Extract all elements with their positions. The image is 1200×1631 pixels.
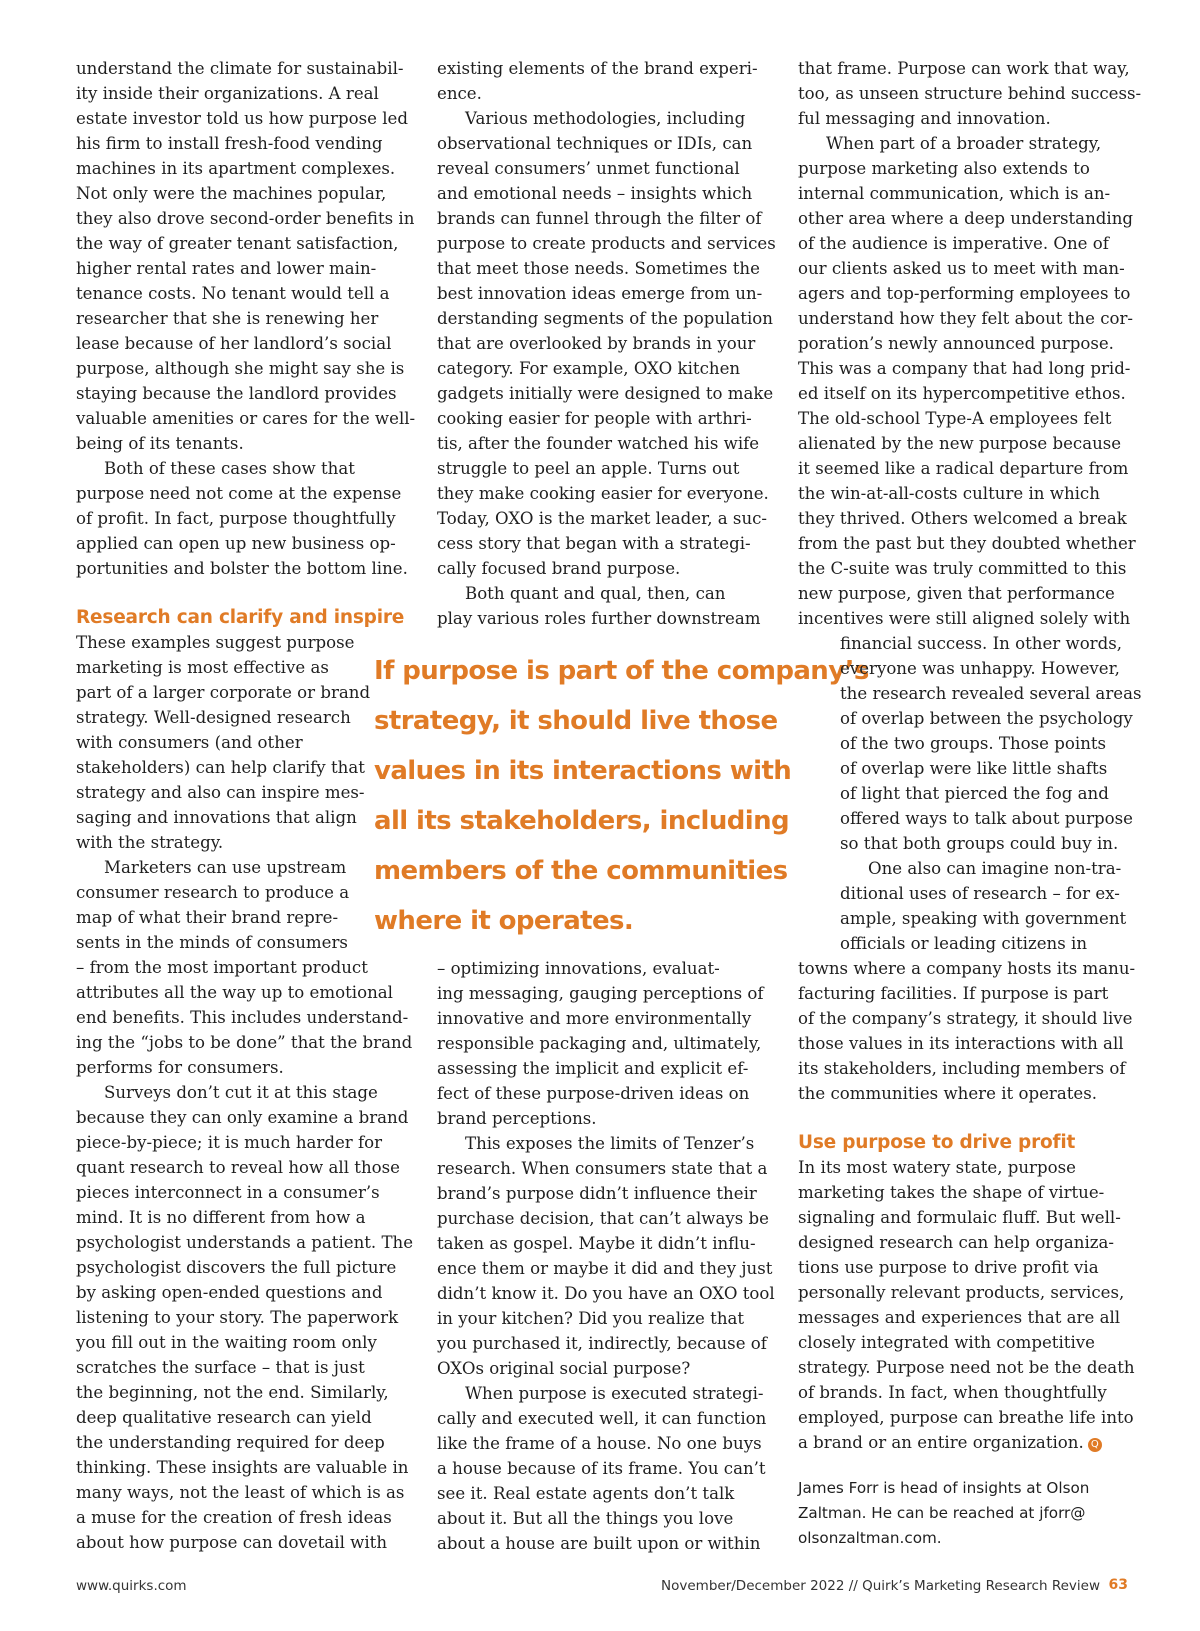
text-line: estate investor told us how purpose led: [76, 109, 408, 128]
text-line: like the frame of a house. No one buys: [437, 1434, 762, 1453]
text-line: about it. But all the things you love: [437, 1509, 734, 1528]
text-line: ample, speaking with government: [840, 909, 1127, 928]
text-line: other area where a deep understanding: [798, 209, 1134, 228]
column-3-final: [798, 1155, 1135, 1455]
text-line: the research revealed several areas: [840, 684, 1142, 703]
text-line: When part of a broader strategy,: [826, 134, 1102, 153]
text-line: and emotional needs – insights which: [437, 184, 753, 203]
text-line: cally focused brand purpose.: [437, 559, 681, 578]
text-line: of the company’s strategy, it should live: [798, 1009, 1133, 1028]
text-line: psychologist understands a patient. The: [76, 1233, 414, 1252]
text-line: members of the communities: [374, 856, 788, 886]
text-line: it seemed like a radical departure from: [798, 459, 1129, 478]
text-line: category. For example, OXO kitchen: [437, 359, 741, 378]
text-line: strategy. Well-designed research: [76, 708, 351, 727]
text-line: part of a larger corporate or brand: [76, 683, 371, 702]
text-line: the beginning, not the end. Similarly,: [76, 1383, 389, 1402]
text-line: officials or leading citizens in: [840, 934, 1088, 953]
text-line: they also drove second-order benefits in: [76, 209, 415, 228]
text-line: Surveys don’t cut it at this stage: [104, 1083, 378, 1102]
text-line: sents in the minds of consumers: [76, 933, 348, 952]
column-3-lower: [798, 956, 1136, 1106]
column-2: [437, 56, 776, 631]
text-line: that meet those needs. Sometimes the: [437, 259, 760, 278]
text-line: values in its interactions with: [374, 756, 792, 786]
text-line: they make cooking easier for everyone.: [437, 484, 769, 503]
text-line: of overlap between the psychology: [840, 709, 1133, 728]
column-3-wrap: [840, 631, 1142, 956]
text-line: ity inside their organizations. A real: [76, 84, 379, 103]
text-line: Both of these cases show that: [104, 459, 355, 478]
text-line: olsonzaltman.com.: [798, 1529, 942, 1547]
text-line: responsible packaging and, ultimately,: [437, 1034, 762, 1053]
text-line: gadgets initially were designed to make: [437, 384, 774, 403]
paragraph: [840, 856, 1130, 956]
text-line: Today, OXO is the market leader, a suc-: [437, 509, 768, 528]
text-line: purpose, although she might say she is: [76, 359, 405, 378]
text-line: This was a company that had long prid-: [798, 359, 1131, 378]
text-line: map of what their brand repre-: [76, 908, 339, 927]
text-line: deep qualitative research can yield: [76, 1408, 372, 1427]
text-line: facturing facilities. If purpose is part: [798, 984, 1109, 1003]
text-line: incentives were still aligned solely with: [798, 609, 1131, 628]
text-line: strategy. Purpose need not be the death: [798, 1358, 1135, 1377]
paragraph: [437, 1381, 767, 1556]
text-line: stakeholders) can help clarify that: [76, 758, 365, 777]
text-line: When purpose is executed strategi-: [465, 1384, 764, 1403]
text-line: Not only were the machines popular,: [76, 184, 387, 203]
text-line: didn’t know it. Do you have an OXO tool: [437, 1284, 775, 1303]
paragraph: [76, 56, 416, 456]
text-line: These examples suggest purpose: [76, 633, 355, 652]
text-line: observational techniques or IDIs, can: [437, 134, 753, 153]
text-line: research. When consumers state that a: [437, 1159, 768, 1178]
paragraph: [840, 631, 1142, 856]
text-line: performs for consumers.: [76, 1058, 284, 1077]
text-line: quant research to reveal how all those: [76, 1158, 400, 1177]
text-line: you purchased it, indirectly, because of: [437, 1334, 767, 1353]
text-line: One also can imagine non-tra-: [868, 859, 1122, 878]
text-line: cess story that began with a strategi-: [437, 534, 751, 553]
text-line: of brands. In fact, when thoughtfully: [798, 1383, 1107, 1402]
text-line: personally relevant products, services,: [798, 1283, 1125, 1302]
text-line: brand perceptions.: [437, 1109, 597, 1128]
paragraph: [76, 1080, 414, 1555]
text-line: the communities where it operates.: [798, 1084, 1097, 1103]
paragraph: [76, 630, 406, 855]
text-line: strategy and also can inspire mes-: [76, 783, 365, 802]
text-line: James Forr is head of insights at Olson: [798, 1479, 1090, 1497]
text-line: – optimizing innovations, evaluat-: [437, 959, 720, 978]
text-line: you fill out in the waiting room only: [76, 1333, 377, 1352]
text-line: tenance costs. No tenant would tell a: [76, 284, 390, 303]
text-line: applied can open up new business op-: [76, 534, 396, 553]
text-line: by asking open-ended questions and: [76, 1283, 383, 1302]
text-line: – from the most important product: [76, 958, 368, 977]
text-line: purpose need not come at the expense: [76, 484, 402, 503]
text-line: Marketers can use upstream: [104, 858, 347, 877]
text-line: marketing takes the shape of virtue-: [798, 1183, 1105, 1202]
text-line: brand’s purpose didn’t influence their: [437, 1184, 757, 1203]
text-line: psychologist discovers the full picture: [76, 1258, 397, 1277]
text-line: machines in its apartment complexes.: [76, 159, 396, 178]
text-line: researcher that she is renewing her: [76, 309, 379, 328]
text-line: where it operates.: [374, 906, 634, 936]
text-line: cooking easier for people with arthri-: [437, 409, 752, 428]
text-line: struggle to peel an apple. Turns out: [437, 459, 740, 478]
text-line: thinking. These insights are valuable in: [76, 1458, 409, 1477]
text-line: OXOs original social purpose?: [437, 1359, 691, 1378]
text-line: because they can only examine a brand: [76, 1108, 409, 1127]
text-line: reveal consumers’ unmet functional: [437, 159, 740, 178]
paragraph: [437, 106, 776, 581]
text-line: that are overlooked by brands in your: [437, 334, 756, 353]
paragraph: [437, 956, 767, 1131]
text-line: consumer research to produce a: [76, 883, 350, 902]
text-line: assessing the implicit and explicit ef-: [437, 1059, 749, 1078]
column-2-lower: [437, 956, 775, 1556]
end-mark-icon: Q: [1088, 1438, 1102, 1452]
text-line: ence.: [437, 84, 482, 103]
text-line: the understanding required for deep: [76, 1433, 385, 1452]
text-line: that frame. Purpose can work that way,: [798, 59, 1130, 78]
text-line: higher rental rates and lower main-: [76, 259, 377, 278]
text-line: the C-suite was truly committed to this: [798, 559, 1127, 578]
text-line: a muse for the creation of fresh ideas: [76, 1508, 392, 1527]
text-line: piece-by-piece; it is much harder for: [76, 1133, 383, 1152]
text-line: financial success. In other words,: [840, 634, 1123, 653]
text-line: ing the “jobs to be done” that the brand: [76, 1033, 413, 1052]
text-line: towns where a company hosts its manu-: [798, 959, 1136, 978]
text-line: marketing is most effective as: [76, 658, 329, 677]
paragraph: [798, 956, 1136, 1106]
text-line: purpose to create products and services: [437, 234, 776, 253]
text-line: in your kitchen? Did you realize that: [437, 1309, 745, 1328]
text-line: innovative and more environmentally: [437, 1009, 752, 1028]
text-line: about a house are built upon or within: [437, 1534, 761, 1553]
paragraph: [437, 1131, 775, 1381]
text-line: tions use purpose to drive profit via: [798, 1258, 1099, 1277]
text-line: tis, after the founder watched his wife: [437, 434, 760, 453]
text-line: staying because the landlord provides: [76, 384, 397, 403]
text-line: Zaltman. He can be reached at jforr@: [798, 1504, 1086, 1522]
text-line: play various roles further downstream: [437, 609, 761, 628]
text-line: everyone was unhappy. However,: [840, 659, 1120, 678]
text-line: with the strategy.: [76, 833, 224, 852]
text-line: from the past but they doubted whether: [798, 534, 1136, 553]
text-line: about how purpose can dovetail with: [76, 1533, 388, 1552]
text-line: being of its tenants.: [76, 434, 244, 453]
text-line: ed itself on its hypercompetitive ethos.: [798, 384, 1126, 403]
text-line: so that both groups could buy in.: [840, 834, 1119, 853]
text-line: designed research can help organiza-: [798, 1233, 1114, 1252]
text-line: existing elements of the brand experi-: [437, 59, 758, 78]
paragraph: [76, 855, 413, 1080]
text-line: of profit. In fact, purpose thoughtfully: [76, 509, 396, 528]
text-line: attributes all the way up to emotional: [76, 983, 393, 1002]
text-line: those values in its interactions with all: [798, 1034, 1124, 1053]
text-line: This exposes the limits of Tenzer’s: [465, 1134, 755, 1153]
text-line: agers and top-performing employees to: [798, 284, 1131, 303]
text-line: end benefits. This includes understand-: [76, 1008, 409, 1027]
text-line: purpose marketing also extends to: [798, 159, 1090, 178]
column-1: [76, 56, 416, 581]
text-line: many ways, not the least of which is as: [76, 1483, 405, 1502]
text-line: messages and experiences that are all: [798, 1308, 1121, 1327]
text-line: of overlap were like little shafts: [840, 759, 1108, 778]
text-line: derstanding segments of the population: [437, 309, 773, 328]
text-line: understand how they felt about the cor-: [798, 309, 1134, 328]
text-line: our clients asked us to meet with man-: [798, 259, 1125, 278]
text-line: see it. Real estate agents don’t talk: [437, 1484, 735, 1503]
text-line: The old-school Type-A employees felt: [798, 409, 1112, 428]
text-line: all its stakeholders, including: [374, 806, 790, 836]
text-line: cally and executed well, it can function: [437, 1409, 767, 1428]
text-line: ing messaging, gauging perceptions of: [437, 984, 764, 1003]
text-line: Various methodologies, including: [465, 109, 746, 128]
text-line: the way of greater tenant satisfaction,: [76, 234, 399, 253]
text-line: scratches the surface – that is just: [76, 1358, 365, 1377]
text-line: with consumers (and other: [76, 733, 303, 752]
text-line: its stakeholders, including members of: [798, 1059, 1126, 1078]
text-line: strategy, it should live those: [374, 706, 778, 736]
text-line: of light that pierced the fog and: [840, 784, 1109, 803]
text-line: understand the climate for sustainabil-: [76, 59, 404, 78]
text-line: purchase decision, that can’t always be: [437, 1209, 770, 1228]
text-line: If purpose is part of the company’s: [374, 656, 869, 686]
column-1-lower: [76, 630, 414, 1555]
text-line: ence them or maybe it did and they just: [437, 1259, 773, 1278]
text-line: they thrived. Others welcomed a break: [798, 509, 1127, 528]
footer-website: www.quirks.com: [76, 1578, 187, 1594]
author-bio: [798, 1476, 1128, 1551]
text-line: saging and innovations that align: [76, 808, 357, 827]
paragraph: [798, 1155, 1135, 1455]
text-line: poration’s newly announced purpose.: [798, 334, 1114, 353]
text-line: his firm to install fresh-food vending: [76, 134, 383, 153]
text-line: Both quant and qual, then, can: [465, 584, 726, 603]
text-line: employed, purpose can breathe life into: [798, 1408, 1134, 1427]
text-line: best innovation ideas emerge from un-: [437, 284, 763, 303]
text-line: alienated by the new purpose because: [798, 434, 1122, 453]
text-line: ful messaging and innovation.: [798, 109, 1051, 128]
text-line: taken as gospel. Maybe it didn’t influ-: [437, 1234, 756, 1253]
text-line: signaling and formulaic fluff. But well-: [798, 1208, 1121, 1227]
text-line: listening to your story. The paperwork: [76, 1308, 399, 1327]
paragraph: [798, 131, 1136, 631]
text-line: a house because of its frame. You can’t: [437, 1459, 766, 1478]
text-line: valuable amenities or cares for the well-: [76, 409, 416, 428]
paragraph: [798, 56, 1142, 131]
text-line: of the audience is imperative. One of: [798, 234, 1109, 253]
section-heading-research: Research can clarify and inspire: [76, 607, 405, 628]
text-line: internal communication, which is an-: [798, 184, 1111, 203]
text-line: portunities and bolster the bottom line.: [76, 559, 408, 578]
text-line: mind. It is no different from how a: [76, 1208, 366, 1227]
text-line: offered ways to talk about purpose: [840, 809, 1133, 828]
text-line: fect of these purpose-driven ideas on: [437, 1084, 750, 1103]
text-line: a brand or an entire organization. Q: [798, 1430, 1128, 1455]
text-line: lease because of her landlord’s social: [76, 334, 392, 353]
paragraph: [76, 456, 406, 581]
text-line: too, as unseen structure behind success-: [798, 84, 1142, 103]
footer-issue: November/December 2022 // Quirk’s Marketing Research Review: [661, 1578, 1100, 1594]
column-3: [798, 56, 1142, 631]
page-number: 63: [1108, 1577, 1128, 1593]
text-line: of the two groups. Those points: [840, 734, 1107, 753]
text-line: new purpose, given that performance: [798, 584, 1115, 603]
text-line: brands can funnel through the filter of: [437, 209, 762, 228]
text-line: the win-at-all-costs culture in which: [798, 484, 1100, 503]
text-line: closely integrated with competitive: [798, 1333, 1095, 1352]
text-line: In its most watery state, purpose: [798, 1158, 1076, 1177]
text-line: ditional uses of research – for ex-: [840, 884, 1120, 903]
section-heading-profit: Use purpose to drive profit: [798, 1132, 1076, 1153]
pull-quote: [374, 646, 869, 946]
paragraph: [437, 581, 767, 631]
text-line: pieces interconnect in a consumer’s: [76, 1183, 380, 1202]
paragraph: [437, 56, 767, 106]
